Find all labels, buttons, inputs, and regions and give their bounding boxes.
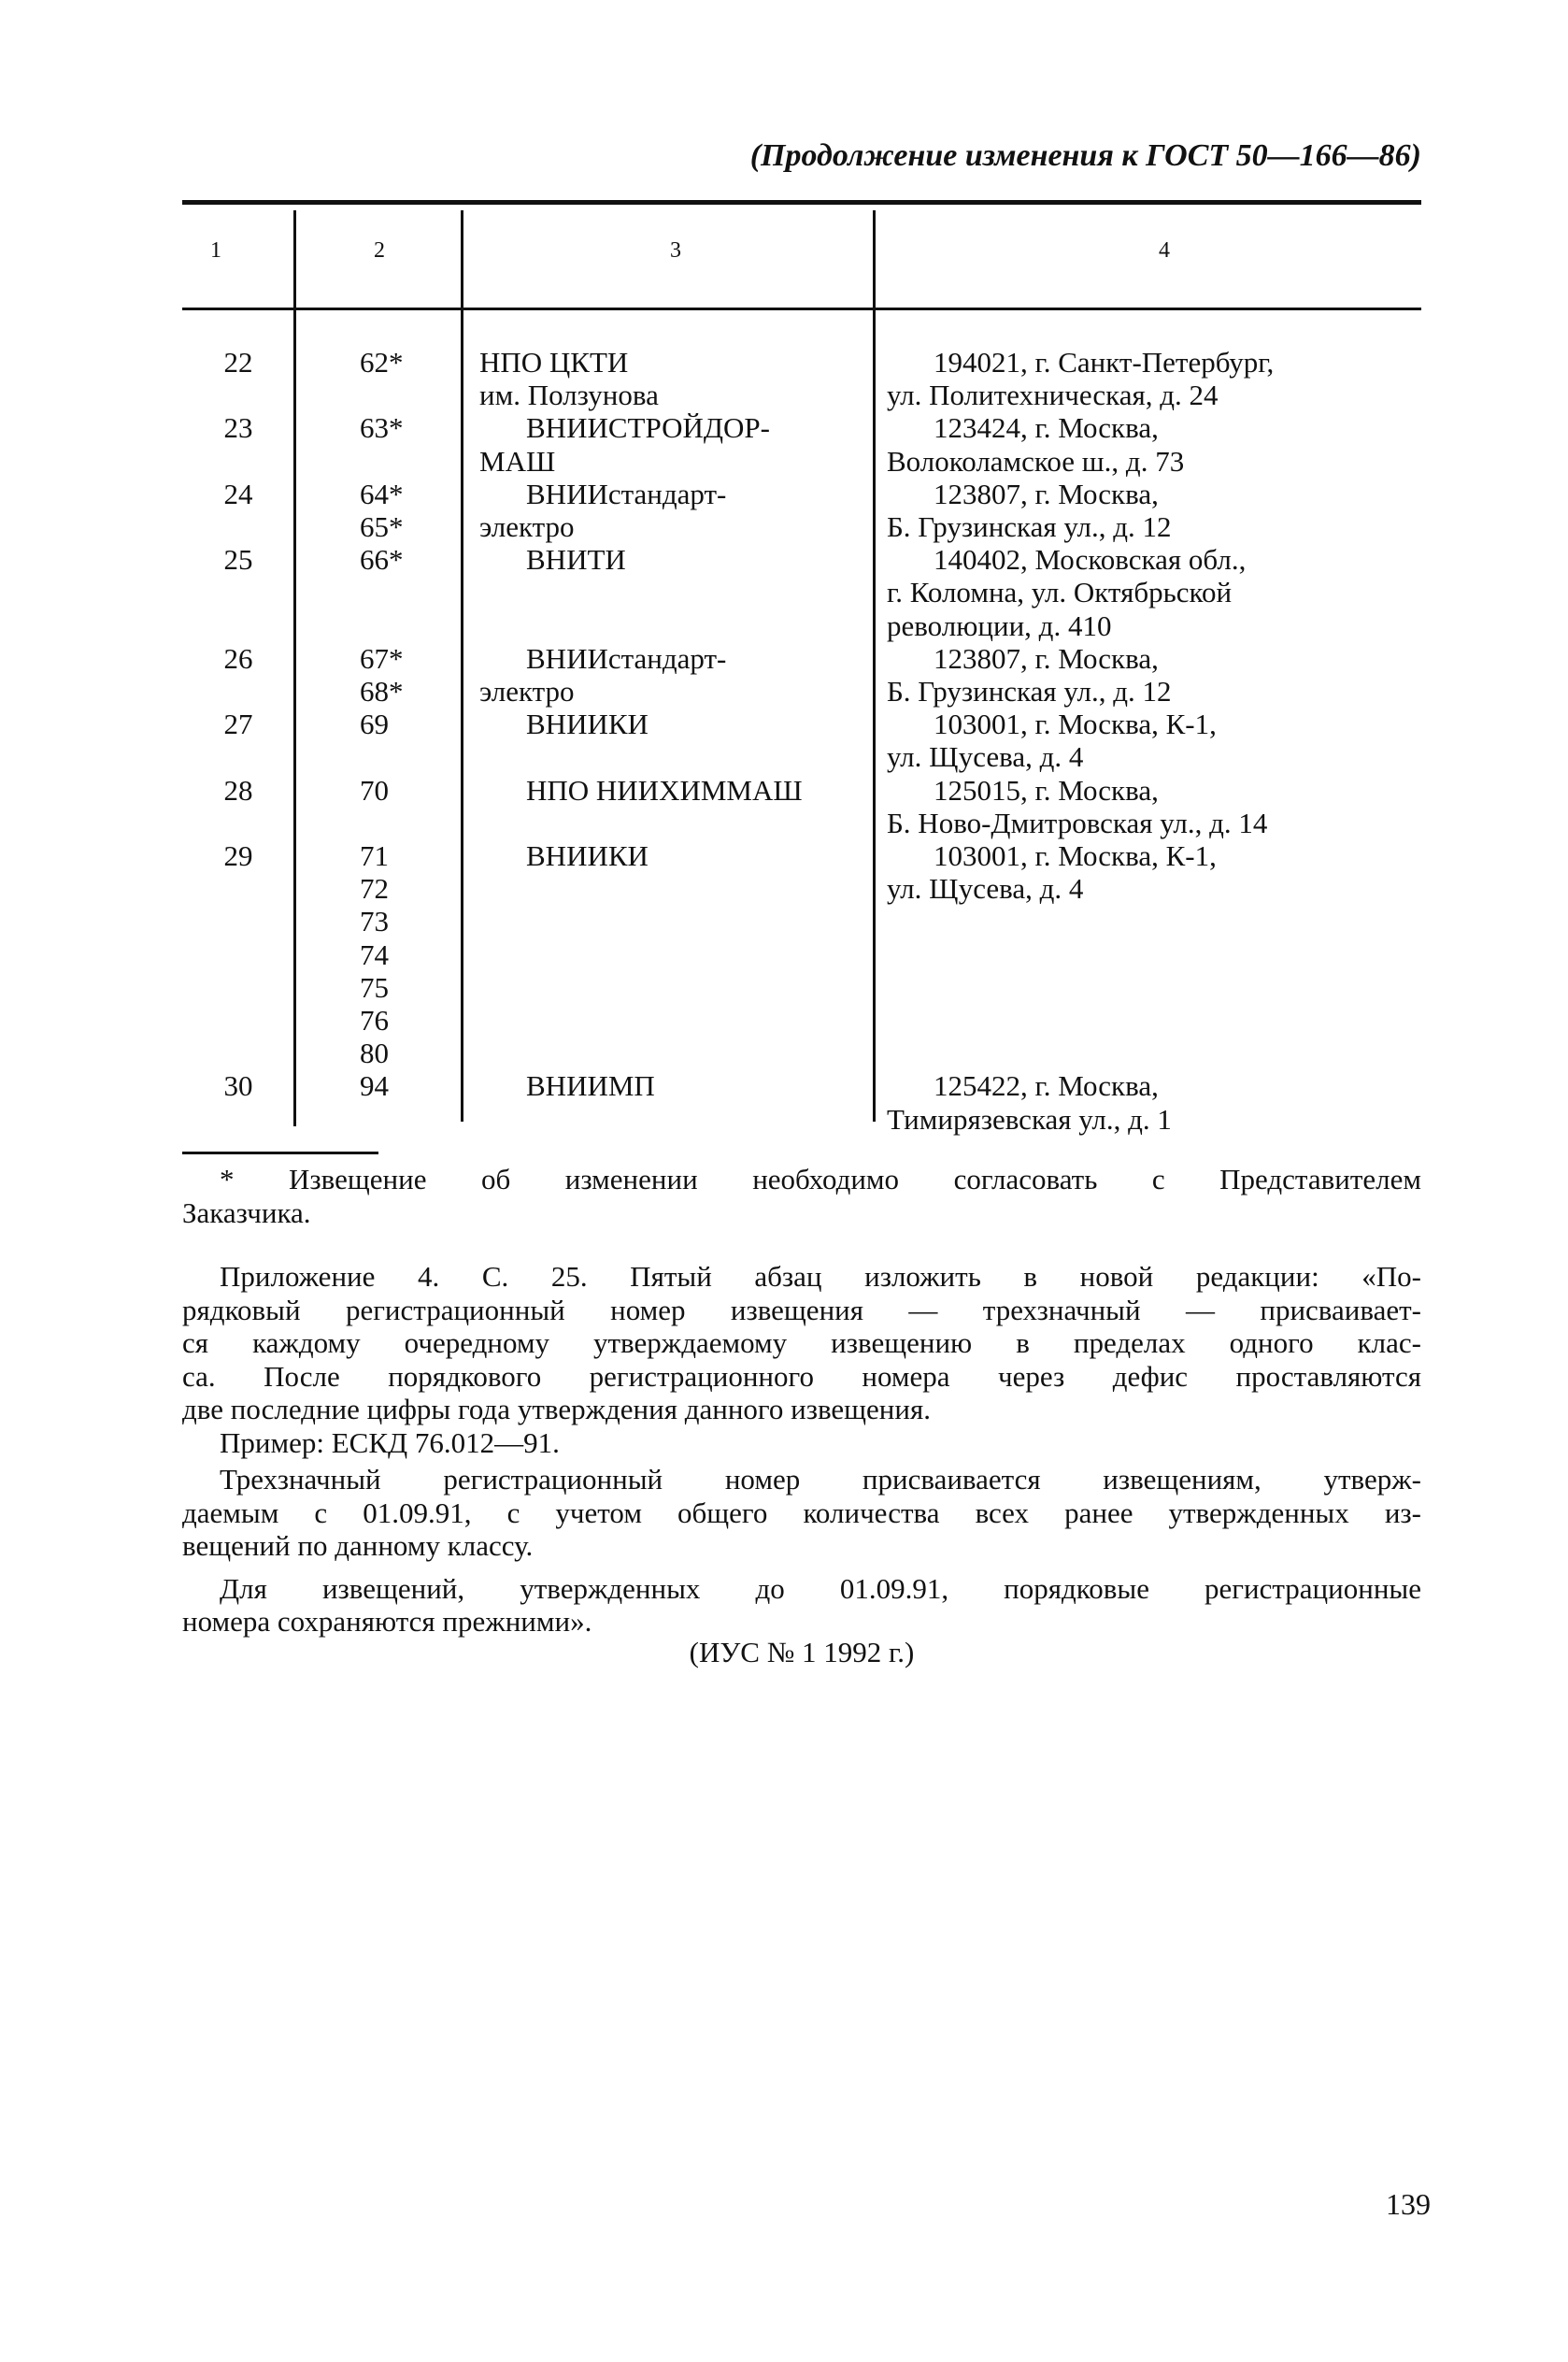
notice-codes <box>294 708 463 773</box>
notice-codes-line: 80 <box>360 1037 389 1070</box>
paragraph-line: Приложение 4. С. 25. Пятый абзац изложить в новой редакции: «По- <box>220 1260 1421 1293</box>
organization-line: ВНИИстандарт- <box>526 641 727 675</box>
notice-codes <box>294 411 463 477</box>
address-line: Волоколамское ш., д. 73 <box>887 444 1185 478</box>
notice-codes-line: 71 <box>360 839 389 873</box>
organization-line: им. Ползунова <box>479 379 659 412</box>
paragraph-line: вещений по данному классу. <box>182 1529 534 1562</box>
table-row <box>182 478 1421 543</box>
table-row <box>182 543 1421 642</box>
footnote-line: * Извещение об изменении необходимо согласовать с Представителем <box>220 1163 1421 1195</box>
organization <box>463 1069 874 1135</box>
notice-codes <box>294 839 463 1069</box>
organizations-table <box>182 346 1421 1136</box>
paragraph-line: номера сохраняются прежними». <box>182 1605 592 1638</box>
col-header-1: 1 <box>210 238 221 263</box>
organization <box>463 411 874 477</box>
notice-codes-line: 74 <box>360 938 389 971</box>
footnote <box>182 1163 1421 1229</box>
organization-line: ВНИИКИ <box>526 839 649 873</box>
notice-codes-line: 75 <box>360 970 389 1004</box>
col-header-4: 4 <box>1159 238 1170 263</box>
table-row <box>182 839 1421 1069</box>
address-line: 123807, г. Москва, <box>934 477 1159 510</box>
row-number: 28 <box>223 773 253 807</box>
address-line: 125422, г. Москва, <box>934 1069 1159 1103</box>
address-line: Тимирязевская ул., д. 1 <box>887 1102 1172 1136</box>
notice-codes-line: 69 <box>360 708 389 741</box>
address <box>874 478 1421 543</box>
address <box>874 708 1421 773</box>
paragraph-line: две последние цифры года утверждения данного извещения. <box>182 1393 931 1425</box>
organization <box>463 642 874 708</box>
paragraph <box>182 1260 1421 1426</box>
body-text <box>182 1260 1421 1639</box>
table-header-rule <box>182 308 1421 310</box>
organization-line: ВНИТИ <box>526 543 626 577</box>
table-row <box>182 346 1421 411</box>
address-line: 123424, г. Москва, <box>934 411 1159 445</box>
notice-codes <box>294 1069 463 1135</box>
row-number: 24 <box>223 477 253 510</box>
notice-codes-line: 70 <box>360 773 389 807</box>
organization-line: МАШ <box>479 444 556 478</box>
footnote-rule <box>182 1152 378 1154</box>
address <box>874 839 1421 1069</box>
address-line: революции, д. 410 <box>887 608 1112 642</box>
table-row <box>182 1069 1421 1135</box>
address <box>874 346 1421 411</box>
notice-codes <box>294 478 463 543</box>
paragraph-line: са. После порядкового регистрационного номера через дефис проставляются <box>182 1359 1421 1393</box>
paragraph <box>182 1572 1421 1639</box>
address <box>874 1069 1421 1135</box>
table-row <box>182 774 1421 839</box>
address-line: ул. Политехническая, д. 24 <box>887 379 1219 412</box>
organization <box>463 774 874 839</box>
organization-line: ВНИИСТРОЙДОР- <box>526 411 770 445</box>
notice-codes-line: 68* <box>360 675 404 709</box>
address <box>874 411 1421 477</box>
row-number: 25 <box>223 543 253 577</box>
organization <box>463 478 874 543</box>
notice-codes-line: 76 <box>360 1004 389 1038</box>
organization-line: электро <box>479 675 575 709</box>
paragraph <box>182 1426 1421 1460</box>
address-line: г. Коломна, ул. Октябрьской <box>887 576 1233 609</box>
paragraph-line: рядковый регистрационный номер извещения — трехзначный — присваивает- <box>182 1293 1421 1326</box>
notice-codes-line: 67* <box>360 641 404 675</box>
address-line: 123807, г. Москва, <box>934 641 1159 675</box>
notice-codes-line: 62* <box>360 346 404 379</box>
paragraph-line: даемым с 01.09.91, с учетом общего количества всех ранее утвержденных из- <box>182 1496 1421 1529</box>
notice-codes <box>294 346 463 411</box>
row-number: 30 <box>223 1069 253 1103</box>
address-line: ул. Щусева, д. 4 <box>887 872 1084 906</box>
organization <box>463 543 874 642</box>
notice-codes-line: 63* <box>360 411 404 445</box>
organization-line: ВНИИстандарт- <box>526 477 727 510</box>
paragraph-line: Трехзначный регистрационный номер присваивается извещениям, утверж- <box>220 1463 1421 1496</box>
organization-line: электро <box>479 510 575 544</box>
address-line: ул. Щусева, д. 4 <box>887 740 1084 774</box>
address <box>874 642 1421 708</box>
notice-codes <box>294 642 463 708</box>
address-line: 103001, г. Москва, К-1, <box>934 839 1217 873</box>
address <box>874 543 1421 642</box>
paragraph-line: ся каждому очередному утверждаемому извещению в пределах одного клас- <box>182 1326 1421 1359</box>
source-reference: (ИУС № 1 1992 г.) <box>689 1636 915 1668</box>
table-row <box>182 411 1421 477</box>
notice-codes <box>294 543 463 642</box>
col-header-3: 3 <box>670 238 681 263</box>
row-number: 29 <box>223 839 253 873</box>
organization <box>463 708 874 773</box>
organization <box>463 346 874 411</box>
organization-line: НПО НИИХИММАШ <box>526 773 803 807</box>
footnote-line: Заказчика. <box>182 1195 311 1229</box>
address-line: 140402, Московская обл., <box>934 543 1247 577</box>
paragraph-line: Пример: ЕСКД 76.012—91. <box>220 1425 560 1459</box>
table-row <box>182 708 1421 773</box>
address-line: 194021, г. Санкт-Петербург, <box>934 346 1275 379</box>
paragraph-line: Для извещений, утвержденных до 01.09.91, порядковые регистрационные <box>220 1571 1421 1605</box>
organization-line: ВНИИКИ <box>526 708 649 741</box>
notice-codes-line: 66* <box>360 543 404 577</box>
notice-codes-line: 73 <box>360 905 389 938</box>
col-header-2: 2 <box>374 238 385 263</box>
table-row <box>182 642 1421 708</box>
notice-codes <box>294 774 463 839</box>
row-number: 27 <box>223 708 253 741</box>
notice-codes-line: 72 <box>360 872 389 906</box>
page-number: 139 <box>1386 2187 1431 2221</box>
notice-codes-line: 94 <box>360 1069 389 1103</box>
table-top-rule <box>182 200 1421 205</box>
address-line: Б. Ново-Дмитровская ул., д. 14 <box>887 806 1268 839</box>
organization <box>463 839 874 1069</box>
address-line: Б. Грузинская ул., д. 12 <box>887 510 1172 544</box>
page-header: (Продолжение изменения к ГОСТ 50—166—86) <box>749 138 1421 173</box>
address-line: 103001, г. Москва, К-1, <box>934 708 1217 741</box>
paragraph <box>182 1463 1421 1563</box>
row-number: 26 <box>223 641 253 675</box>
organization-line: ВНИИМП <box>526 1069 655 1103</box>
notice-codes-line: 65* <box>360 510 404 544</box>
notice-codes-line: 64* <box>360 477 404 510</box>
address-line: Б. Грузинская ул., д. 12 <box>887 675 1172 709</box>
row-number: 23 <box>223 411 253 445</box>
address <box>874 774 1421 839</box>
address-line: 125015, г. Москва, <box>934 773 1159 807</box>
organization-line: НПО ЦКТИ <box>479 346 629 379</box>
row-number: 22 <box>223 346 253 379</box>
